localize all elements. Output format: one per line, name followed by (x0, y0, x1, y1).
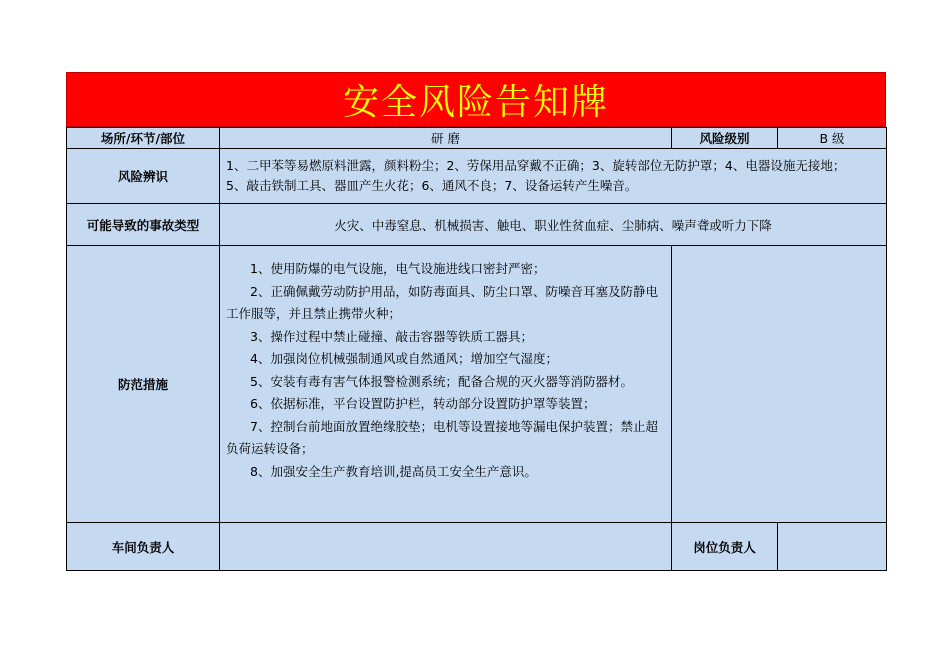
risk-level-label: 风险级别 (672, 128, 778, 149)
measures-row (67, 246, 887, 523)
identify-content (220, 149, 887, 204)
measure-item: 6、依据标准，平台设置防护栏，转动部分设置防护罩等装置； (250, 396, 596, 411)
identify-line: 1、二甲苯等易燃原料泄露，颜料粉尘；2、劳保用品穿戴不正确；3、旋转部位无防护罩；4、电器设施无接地； (226, 158, 846, 173)
measure-item: 3、操作过程中禁止碰撞、敲击容器等铁质工器具； (250, 328, 533, 344)
accident-label: 可能导致的事故类型 (67, 204, 220, 246)
accident-value: 火灾、中毒窒息、机械损害、触电、职业性贫血症、尘肺病、噪声聋或听力下降 (220, 204, 887, 246)
measure-item: 1、使用防爆的电气设施，电气设施进线口密封严密； (250, 261, 546, 276)
measure-item: 8、加强安全生产教育培训,提高员工安全生产意识。 (250, 463, 537, 479)
accident-row (67, 204, 887, 246)
measures-image-area (672, 246, 887, 523)
measure-item: 5、安装有毒有害气体报警检测系统；配备合规的灭火器等消防器材。 (250, 373, 633, 389)
measure-item: 7、控制台前地面放置绝缘胶垫；电机等设置接地等漏电保护装置；禁止超负荷运转设备； (226, 418, 658, 456)
location-row (67, 128, 887, 149)
risk-level-value: B 级 (778, 128, 887, 149)
identify-line: 5、敲击铁制工具、器皿产生火花；6、通风不良；7、设备运转产生噪音。 (226, 178, 638, 193)
measure-item: 2、正确佩戴劳动防护用品，如防毒面具、防尘口罩、防噪音耳塞及防静电工作服等，并且禁止携带火种； (226, 283, 658, 321)
identify-row (67, 149, 887, 204)
post-responsible-label: 岗位负责人 (672, 523, 778, 571)
post-responsible-value (778, 523, 887, 571)
risk-notice-board (66, 72, 886, 571)
responsible-row (67, 523, 887, 571)
location-label: 场所/环节/部位 (67, 128, 220, 149)
measures-label: 防范措施 (67, 246, 220, 523)
workshop-responsible-label: 车间负责人 (67, 523, 220, 571)
identify-label: 风险辨识 (67, 149, 220, 204)
measure-item: 4、加强岗位机械强制通风或自然通风；增加空气湿度； (250, 351, 558, 366)
board-title: 安全风险告知牌 (66, 72, 886, 127)
risk-table (66, 127, 887, 571)
location-value: 研 磨 (220, 128, 672, 149)
measures-content (220, 246, 672, 523)
workshop-responsible-value (220, 523, 672, 571)
